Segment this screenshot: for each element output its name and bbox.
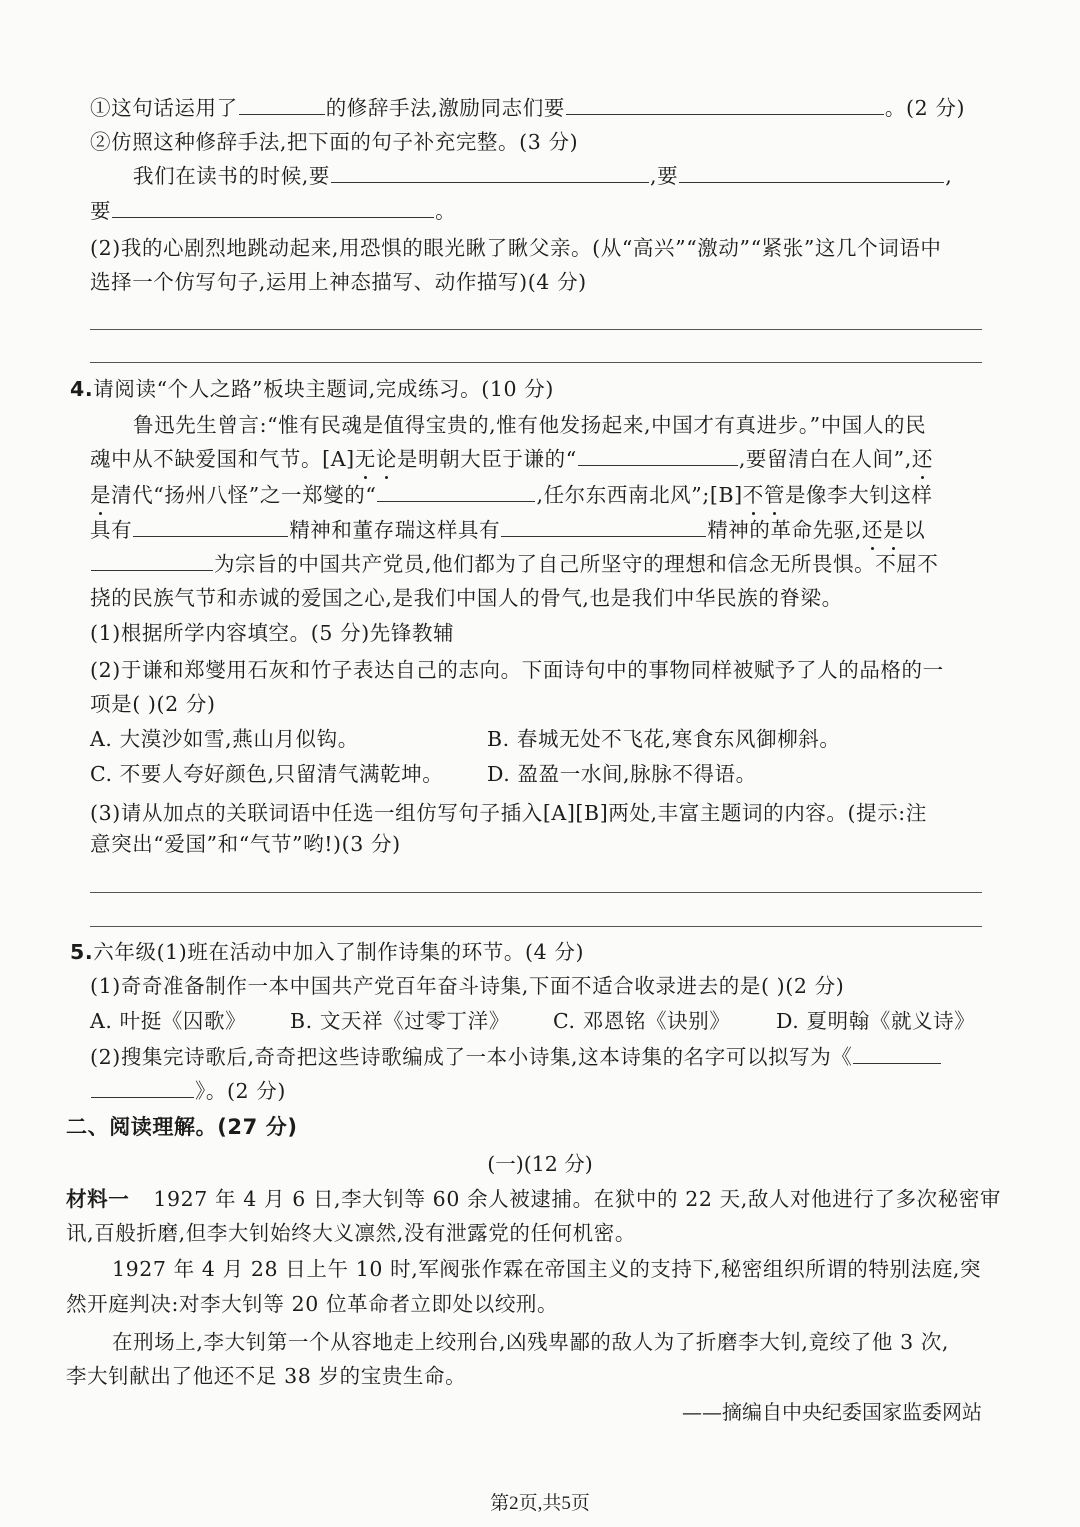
answer-blank[interactable] (91, 1075, 194, 1098)
answer-blank[interactable] (853, 1041, 941, 1064)
text: 具有 (90, 518, 133, 542)
q4-passage-line-5 (90, 548, 939, 580)
dotted-char: 是 (883, 514, 904, 546)
answer-blank[interactable] (578, 443, 738, 466)
text: 以 (904, 518, 926, 542)
answer-blank[interactable] (679, 160, 944, 183)
dotted-char: 论 (376, 443, 397, 475)
question-title: 请阅读“个人之路”板块主题词,完成练习。(10 分) (93, 377, 554, 401)
section-title: 二、阅读理解。(27 分) (66, 1115, 298, 1139)
answer-blank[interactable] (112, 195, 434, 218)
text: 精神和董存瑞这样具有 (289, 518, 501, 542)
q3-part2-line-1: (2)我的心剧烈地跳动起来,用恐惧的眼光瞅了瞅父亲。(从“高兴”“激动”“紧张”这几个词语中 (90, 236, 942, 260)
question-number: 5. (70, 940, 94, 964)
q3-line-1 (90, 92, 965, 124)
q4-passage-line-1: 鲁迅先生曾言:“惟有民魂是值得宝贵的,惟有他发扬起来,中国才有真进步。”中国人的民 (133, 413, 927, 437)
material-line-6: 李大钊献出了他还不足 38 岁的宝贵生命。 (66, 1364, 467, 1388)
q4-passage-line-4 (90, 514, 925, 546)
material-line-1 (66, 1183, 1001, 1215)
text: ,要 (650, 164, 679, 188)
text: (2)搜集完诗歌后,奇奇把这些诗歌编成了一本小诗集,这本诗集的名字可以拟写为《 (90, 1045, 853, 1069)
q5-part2-line-2 (90, 1075, 286, 1107)
answer-line[interactable] (90, 892, 982, 893)
answer-blank[interactable] (331, 160, 649, 183)
dotted-char: 管 (764, 479, 785, 511)
q5-heading (70, 936, 584, 968)
answer-blank[interactable] (91, 548, 213, 571)
text: 1927 年 4 月 6 日,李大钊等 60 余人被逮捕。在狱中的 22 天,敌人对他进行了多次秘密审 (153, 1187, 1002, 1211)
source-citation: ——摘编自中央纪委国家监委网站 (682, 1400, 982, 1424)
q3-line-4 (90, 195, 456, 227)
q4-part3-line-2: 意突出“爱国”和“气节”哟!)(3 分) (90, 832, 401, 856)
q4-part2-line-1: (2)于谦和郑燮用石灰和竹子表达自己的志向。下面诗句中的事物同样被赋予了人的品格的一 (90, 658, 944, 682)
q5-option-b[interactable]: B. 文天祥《过零丁洋》 (290, 1009, 510, 1033)
page-footer: 第2页,共5页 (490, 1493, 590, 1514)
q3-line-2: ②仿照这种修辞手法,把下面的句子补充完整。(3 分) (90, 130, 579, 154)
q4-passage-line-6: 挠的民族气节和赤诚的爱国之心,是我们中国人的骨气,也是我们中华民族的脊梁。 (90, 586, 843, 610)
question-number: 4. (70, 377, 94, 401)
q4-part1: (1)根据所学内容填空。(5 分)先锋教辅 (90, 621, 455, 645)
dotted-char: 是 (90, 479, 111, 511)
dotted-char: 无 (355, 443, 376, 475)
answer-blank[interactable] (501, 514, 706, 537)
q5-part2-line-1 (90, 1041, 942, 1073)
question-title: 六年级(1)班在活动中加入了制作诗集的环节。(4 分) (93, 940, 585, 964)
material-line-2: 讯,百般折磨,但李大钊始终大义凛然,没有泄露党的任何机密。 (66, 1221, 636, 1245)
q4-option-c[interactable]: C. 不要人夸好颜色,只留清气满乾坤。 (90, 762, 444, 786)
dotted-char: 还 (912, 443, 933, 475)
material-line-3: 1927 年 4 月 28 日上午 10 时,军阀张作霖在帝国主义的支持下,秘密组织所谓的特别法庭,突 (112, 1257, 982, 1281)
answer-line[interactable] (90, 362, 982, 363)
text: ,要留清白在人间”, (738, 447, 912, 471)
text: , (945, 164, 953, 188)
text: ①这句话运用了 (90, 96, 238, 120)
q5-option-d[interactable]: D. 夏明翰《就义诗》 (776, 1009, 976, 1033)
text: 要 (90, 199, 112, 223)
dotted-char: 不 (743, 479, 764, 511)
q3-part2-line-2: 选择一个仿写句子,运用上神态描写、动作描写)(4 分) (90, 270, 587, 294)
material-line-4: 然开庭判决:对李大钊等 20 位革命者立即处以绞刑。 (66, 1292, 559, 1316)
q5-option-a[interactable]: A. 叶挺《囚歌》 (90, 1009, 247, 1033)
q5-option-c[interactable]: C. 邓恩铭《诀别》 (553, 1009, 731, 1033)
answer-blank[interactable] (239, 92, 325, 115)
dotted-char: 还 (862, 514, 883, 546)
answer-blank[interactable] (377, 479, 535, 502)
answer-line[interactable] (90, 329, 982, 330)
material-line-5: 在刑场上,李大钊第一个从容地走上绞刑台,凶残卑鄙的敌人为了折磨李大钊,竟绞了他 3 次, (112, 1330, 950, 1354)
answer-line[interactable] (90, 926, 982, 927)
text: 。 (435, 199, 457, 223)
q4-heading (70, 373, 554, 405)
text: ,任尔东西南北风”;[B] (536, 483, 743, 507)
answer-blank[interactable] (133, 514, 288, 537)
q4-option-b[interactable]: B. 春城无处不飞花,寒食东风御柳斜。 (487, 727, 841, 751)
q4-passage-line-3 (90, 479, 933, 511)
q4-part3-line-1: (3)请从加点的关联词语中任选一组仿写句子插入[A][B]两处,丰富主题词的内容。(提示:注 (90, 801, 927, 825)
answer-blank[interactable] (566, 92, 884, 115)
q4-part2-line-2: 项是( )(2 分) (90, 692, 216, 716)
text: 我们在读书的时候,要 (133, 164, 331, 188)
text: 是像李大钊这样 (784, 483, 933, 507)
subsection-title: (一)(12 分) (487, 1152, 593, 1176)
q4-option-d[interactable]: D. 盈盈一水间,脉脉不得语。 (487, 762, 757, 786)
text: 》。(2 分) (195, 1079, 287, 1103)
text: 。(2 分) (884, 96, 966, 120)
text: 为宗旨的中国共产党员,他们都为了自己所坚守的理想和信念无所畏惧。不屈不 (214, 552, 939, 576)
q3-line-3 (133, 160, 952, 192)
text: 清代“扬州八怪”之一郑燮的“ (111, 483, 377, 507)
q4-option-a[interactable]: A. 大漠沙如雪,燕山月似钩。 (90, 727, 359, 751)
material-label: 材料一 (66, 1187, 130, 1211)
text: 的修辞手法,激励同志们要 (325, 96, 565, 120)
q5-part1: (1)奇奇准备制作一本中国共产党百年奋斗诗集,下面不适合收录进去的是( )(2 分) (90, 974, 845, 998)
text: 是明朝大臣于谦的“ (396, 447, 577, 471)
text: 精神的革命先驱, (707, 518, 863, 542)
text: 魂中从不缺爱国和气节。[A] (90, 447, 355, 471)
q4-passage-line-2 (90, 443, 933, 475)
